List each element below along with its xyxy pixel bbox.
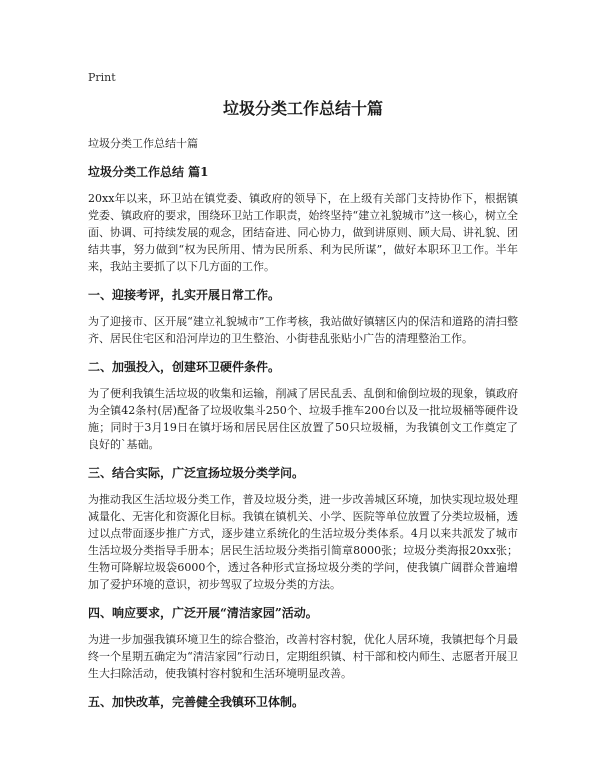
- intro-paragraph: 20xx年以来，环卫站在镇党委、镇政府的领导下，在上级有关部门支持协作下，根据镇党委、镇政府的要求，围绕环卫站工作职责，始终坚持“建立礼貌城市”这一核心，树立全面、协调、可持续发展的观念，团结奋进、同心协力，做到讲原则、顾大局、讲礼貌、团结共事，努力做到“权为民所用、情为民所系、利为民所谋”，做好本职环卫工作。半年来，我站主要抓了以下几方面的工作。: [88, 192, 518, 273]
- section-heading-3: 三、结合实际，广泛宣扬垃圾分类学问。: [88, 466, 305, 480]
- section-heading-5: 五、加快改革，完善健全我镇环卫体制。: [88, 695, 305, 709]
- document-page: [88, 70, 518, 720]
- section-heading-1: 一、迎接考评，扎实开展日常工作。: [88, 288, 281, 302]
- document-title: 垃圾分类工作总结十篇: [222, 99, 383, 118]
- section-body-3: 为推动我区生活垃圾分类工作，普及垃圾分类，进一步改善城区环境，加快实现垃圾处理减量化、无害化和资源化目标。我镇在镇机关、小学、医院等单位放置了分类垃圾桶，透过以点带面逐步推广方式，逐步建立系统化的生活垃圾分类体系。4月以来共派发了城市生活垃圾分类指导手册本；居民生活垃圾分类指引简章8000张；垃圾分类海报20xx张；生物可降解垃圾袋6000个，透过各种形式宣扬垃圾分类的学问，使我镇广阔群众普遍增加了爱护环境的意识，初步驾驭了垃圾分类的方法。: [88, 493, 518, 591]
- document-subtitle: 垃圾分类工作总结十篇: [88, 137, 198, 150]
- section-body-4: 为进一步加强我镇环境卫生的综合整治，改善村容村貌，优化人居环境，我镇把每个月最终一个星期五确定为“清洁家园”行动日，定期组织镇、村干部和校内师生、志愿者开展卫生大扫除活动，使我镇村容村貌和生活环境明显改善。: [88, 633, 518, 680]
- print-label[interactable]: Print: [88, 71, 116, 84]
- section-heading-2: 二、加强投入，创建环卫硬件条件。: [88, 360, 281, 374]
- section-body-1: 为了迎接市、区开展“建立礼貌城市”工作考核，我站做好镇辖区内的保洁和道路的清扫整齐、居民住宅区和沿河岸边的卫生整治、小街巷乱张贴小广告的清理整治工作。: [88, 315, 518, 345]
- section-body-2: 为了便利我镇生活垃圾的收集和运输，削减了居民乱丢、乱倒和偷倒垃圾的现象，镇政府为全镇42条村(居)配备了垃圾收集斗250个、垃圾手推车200台以及一批垃圾桶等硬件设施；同时于3月19日在镇圩场和居民居住区放置了50只垃圾桶，为我镇创文工作奠定了良好的`基础。: [88, 387, 518, 451]
- article-title: 垃圾分类工作总结 篇1: [88, 165, 209, 179]
- section-heading-4: 四、响应要求，广泛开展“清洁家园”活动。: [88, 606, 318, 620]
